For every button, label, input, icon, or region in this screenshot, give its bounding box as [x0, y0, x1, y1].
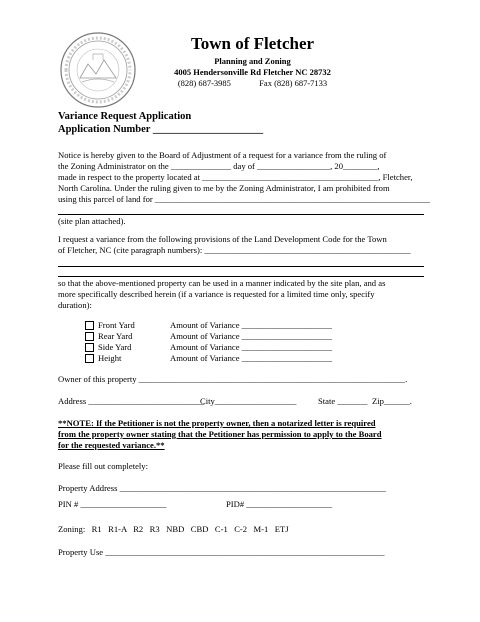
front-yard-label: Front Yard — [98, 320, 135, 330]
fill-instruction: Please fill out completely: — [58, 461, 148, 471]
form-title: Variance Request Application — [58, 111, 192, 122]
office-address: 4005 Hendersonville Rd Fletcher NC 28732 — [174, 67, 331, 77]
height-amount[interactable]: Amount of Variance _____________________ — [170, 353, 332, 363]
para1-line4: North Carolina. Under the ruling given to me by the Zoning Administrator, I am prohibited from — [58, 183, 390, 193]
height-label: Height — [98, 353, 122, 363]
phone-number: (828) 687-3985 — [177, 78, 231, 88]
address-field[interactable]: Address ___________________________ — [58, 396, 205, 406]
para1-line3[interactable]: made in respect to the property located at _________________________________________, Fletcher, — [58, 172, 413, 182]
department-name: Planning and Zoning — [214, 56, 291, 66]
zip-field[interactable]: Zip______. — [372, 396, 412, 406]
pin-field[interactable]: PIN # ____________________ — [58, 499, 167, 509]
para2-line2[interactable]: of Fletcher, NC (cite paragraph numbers): ________________________________________________ — [58, 245, 411, 255]
para3-line1: so that the above-mentioned property can be used in a manner indicated by the site plan, and as — [58, 278, 386, 288]
fax-number: Fax (828) 687-7133 — [259, 78, 328, 88]
rear-yard-amount[interactable]: Amount of Variance _____________________ — [170, 331, 332, 341]
pid-field[interactable]: PID# ____________________ — [226, 499, 333, 509]
para1-line5[interactable]: using this parcel of land for ________________________________________________________________ — [58, 194, 430, 204]
zoning-options[interactable]: Zoning: R1 R1-A R2 R3 NBD CBD C-1 C-2 M-1 ETJ — [58, 524, 289, 534]
city-field[interactable]: City___________________ — [200, 396, 297, 406]
blank-line[interactable] — [58, 266, 424, 267]
blank-line[interactable] — [58, 214, 424, 215]
contact-line — [130, 78, 375, 89]
property-use-field[interactable]: Property Use _________________________________________________________________ — [58, 547, 385, 557]
town-seal-logo — [58, 30, 138, 110]
para1-line1: Notice is hereby given to the Board of Adjustment of a request for a variance from the ruling of — [58, 150, 387, 160]
town-title: Town of Fletcher — [190, 34, 315, 53]
rear-yard-label: Rear Yard — [98, 331, 133, 341]
para3-line2: more specifically described herein (if a variance is requested for a limited time only, specify — [58, 289, 375, 299]
front-yard-amount[interactable]: Amount of Variance _____________________ — [170, 320, 332, 330]
para1-line2[interactable]: the Zoning Administrator on the ______________ day of _________________, 20________, — [58, 161, 380, 171]
note-line2: from the property owner stating that the Petitioner has permission to apply to the Board — [58, 429, 382, 439]
application-number-field[interactable]: Application Number _____________________ — [58, 124, 264, 135]
para1-line6: (site plan attached). — [58, 216, 126, 226]
height-checkbox[interactable] — [85, 354, 94, 363]
state-field[interactable]: State _______ — [318, 396, 368, 406]
rear-yard-checkbox[interactable] — [85, 332, 94, 341]
note-line1: **NOTE: If the Petitioner is not the property owner, then a notarized letter is required — [58, 418, 376, 428]
note-line3: for the requested variance.** — [58, 440, 165, 450]
side-yard-amount[interactable]: Amount of Variance _____________________ — [170, 342, 332, 352]
front-yard-checkbox[interactable] — [85, 321, 94, 330]
side-yard-checkbox[interactable] — [85, 343, 94, 352]
owner-field[interactable]: Owner of this property ______________________________________________________________. — [58, 374, 408, 384]
blank-line[interactable] — [58, 276, 424, 277]
property-address-field[interactable]: Property Address ______________________________________________________________ — [58, 483, 386, 493]
para3-line3: duration): — [58, 300, 92, 310]
side-yard-label: Side Yard — [98, 342, 132, 352]
para2-line1: I request a variance from the following provisions of the Land Development Code for the Town — [58, 234, 387, 244]
